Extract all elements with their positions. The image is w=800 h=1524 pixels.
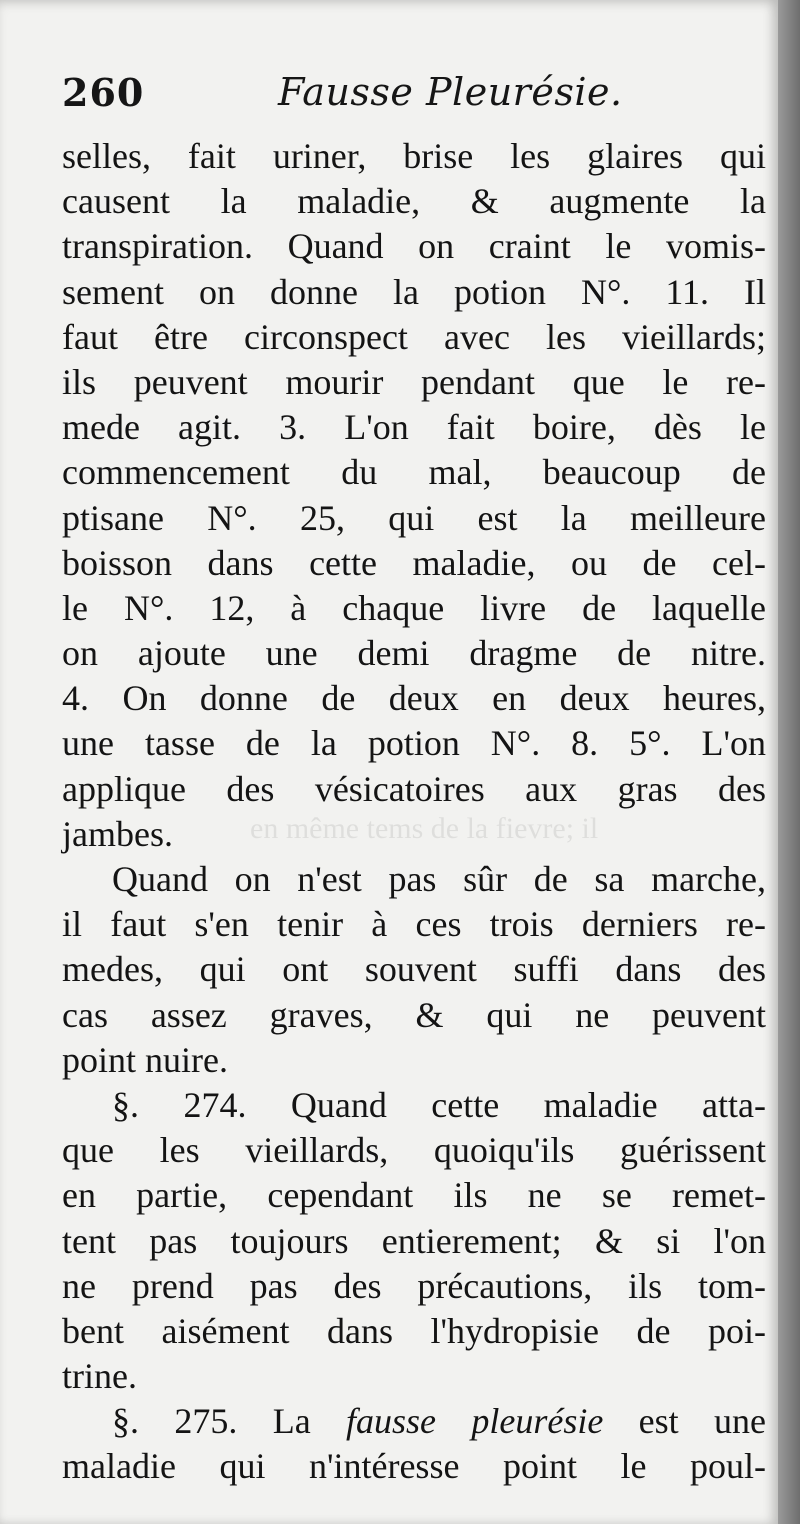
text-line: applique des vésicatoires aux gras des [62, 768, 766, 809]
text-line: maladie qui n'intéresse point le poul- [62, 1446, 766, 1487]
running-head: Fausse Pleurésie. [278, 70, 623, 114]
text-line: transpiration. Quand on craint le vomis- [62, 226, 766, 267]
text-line: medes, qui ont souvent suffi dans des [62, 949, 766, 990]
text-line: en partie, cependant ils ne se remet- [62, 1175, 766, 1216]
text-line: selles, fait uriner, brise les glaires qui [62, 136, 766, 176]
section-lead: §. 275. La [112, 1401, 347, 1442]
text-line: que les vieillards, quoiqu'ils guérissent [62, 1130, 766, 1171]
text-line: tent pas toujours entierement; & si l'on [62, 1220, 766, 1261]
text-line: ne prend pas des précautions, ils tom- [62, 1265, 766, 1306]
body-text [62, 134, 766, 1490]
text-line: bent aisément dans l'hydropisie de poi- [62, 1310, 766, 1351]
text-line: boisson dans cette maladie, ou de cel- [62, 542, 766, 583]
bleed-through-text: en même tems de la fievre; il [250, 812, 599, 845]
text-line: le N°. 12, à chaque livre de laquelle [62, 587, 766, 628]
text-line: causent la maladie, & augmente la [62, 181, 766, 222]
text-line [62, 1399, 766, 1444]
text-line: sement on donne la potion N°. 11. Il [62, 271, 766, 312]
text-line: il faut s'en tenir à ces trois derniers re- [62, 904, 766, 945]
text-line: mede agit. 3. L'on fait boire, dès le [62, 407, 766, 448]
text-line: on ajoute une demi dragme de nitre. [62, 633, 766, 674]
text-line: commencement du mal, beaucoup de [62, 452, 766, 493]
italic-term: fausse pleurésie [346, 1401, 604, 1442]
text-line: ptisane N°. 25, qui est la meilleure [62, 497, 766, 538]
page-header [62, 70, 762, 130]
text-line: cas assez graves, & qui ne peuvent [62, 994, 766, 1035]
text-line: trine. [62, 1356, 137, 1397]
page-number: 260 [62, 70, 145, 115]
page-edge-shadow [778, 0, 800, 1524]
text-line: point nuire. [62, 1039, 228, 1080]
text-line: Quand on n'est pas sûr de sa marche, [112, 859, 766, 899]
text-line: ils peuvent mourir pendant que le re- [62, 361, 766, 402]
text-line: une tasse de la potion N°. 8. 5°. L'on [62, 723, 766, 764]
text-line: faut être circonspect avec les vieillards; [62, 316, 766, 357]
text-line: 4. On donne de deux en deux heures, [62, 678, 766, 719]
section-tail: est une [603, 1401, 766, 1442]
text-line: jambes. [62, 813, 173, 854]
text-line: §. 274. Quand cette maladie atta- [112, 1084, 766, 1125]
